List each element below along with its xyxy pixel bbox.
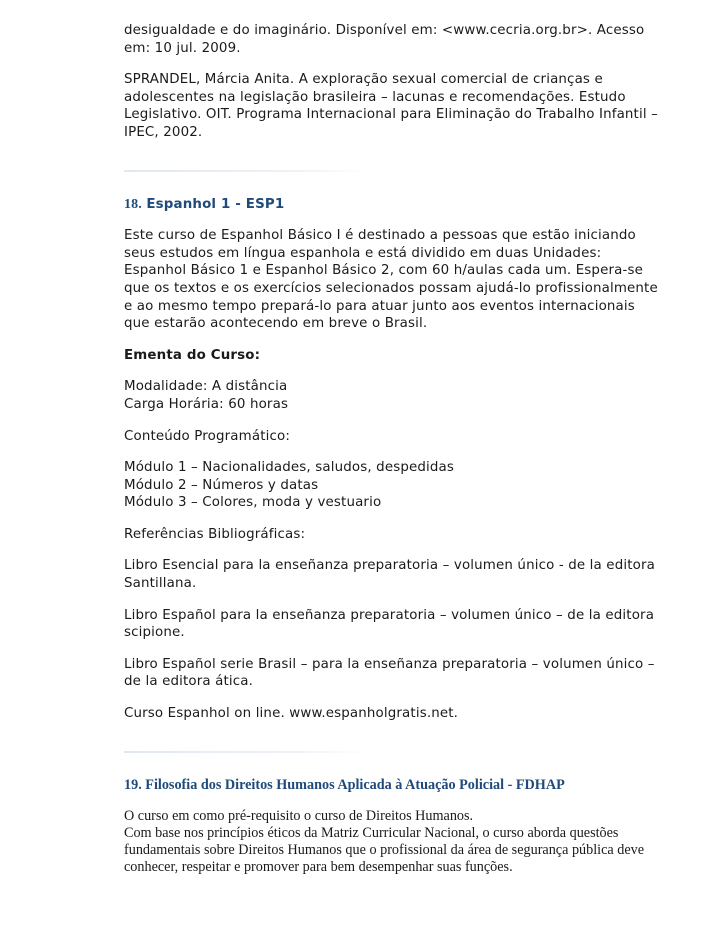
section-divider: [124, 170, 369, 172]
reference-item: Libro Esencial para la enseñanza preparatoria – volumen único - de la editora Santillana.: [124, 558, 655, 592]
document-page: [124, 22, 664, 876]
reference-sprandel: SPRANDEL, Márcia Anita. A exploração sexual comercial de crianças e adolescentes na legislação brasileira – lacunas e recomendações. Estudo Legislativo. OIT. Programa Internacional para Eliminação do Trabalho Infantil – IPEC, 2002.: [124, 72, 658, 140]
section-18-heading: [124, 196, 664, 214]
module-item: Módulo 3 – Colores, moda y vestuario: [124, 495, 382, 511]
conteudo-heading: Conteúdo Programático:: [124, 428, 290, 444]
reference-item: Libro Español para la enseñanza preparatoria – volumen único – de la editora scipione.: [124, 607, 655, 641]
module-item: Módulo 2 – Números y datas: [124, 477, 319, 493]
section-divider: [124, 751, 369, 753]
section-19-prerequisite: O curso em como pré-requisito o curso de Direitos Humanos.: [124, 807, 474, 824]
reference-cecria: desigualdade e do imaginário. Disponível em: <www.cecria.org.br>. Acesso em: 10 jul. 2009.: [124, 23, 645, 56]
modalidade-text: Modalidade: A distância: [124, 379, 288, 395]
references-heading: Referências Bibliográficas:: [124, 526, 306, 542]
module-item: Módulo 1 – Nacionalidades, saludos, despedidas: [124, 460, 455, 476]
section-18-title: Espanhol 1 - ESP1: [146, 196, 285, 212]
section-18: [124, 196, 664, 723]
section-18-intro: Este curso de Espanhol Básico I é destinado a pessoas que estão iniciando seus estudos em língua espanhola e está dividido em duas Unidades: Espanhol Básico 1 e Espanhol Básico 2, com 60 h/aulas cada um. Espera-se que os textos e os exercícios selecionados possam ajudá-lo profissionalmente e ao mesmo tempo prepará-lo para atuar junto aos eventos internacionais que estarão acontecendo em breve o Brasil.: [124, 228, 658, 332]
section-19: [124, 777, 664, 876]
carga-horaria-text: Carga Horária: 60 horas: [124, 396, 289, 412]
references-top: [124, 22, 664, 142]
section-19-title: 19. Filosofia dos Direitos Humanos Aplicada à Atuação Policial - FDHAP: [124, 776, 565, 793]
module-list: [124, 459, 664, 512]
section-19-body: Com base nos princípios éticos da Matriz Curricular Nacional, o curso aborda questões fundamentais sobre Direitos Humanos que o profissional da área de segurança pública deve conhecer, respeitar e promover para bem desempenhar suas funções.: [124, 824, 645, 875]
section-18-number: 18.: [124, 196, 142, 212]
reference-item: Curso Espanhol on line. www.espanholgratis.net.: [124, 706, 459, 722]
reference-item: Libro Español serie Brasil – para la enseñanza preparatoria – volumen único – de la editora ática.: [124, 656, 655, 690]
ementa-heading: Ementa do Curso:: [124, 347, 261, 363]
